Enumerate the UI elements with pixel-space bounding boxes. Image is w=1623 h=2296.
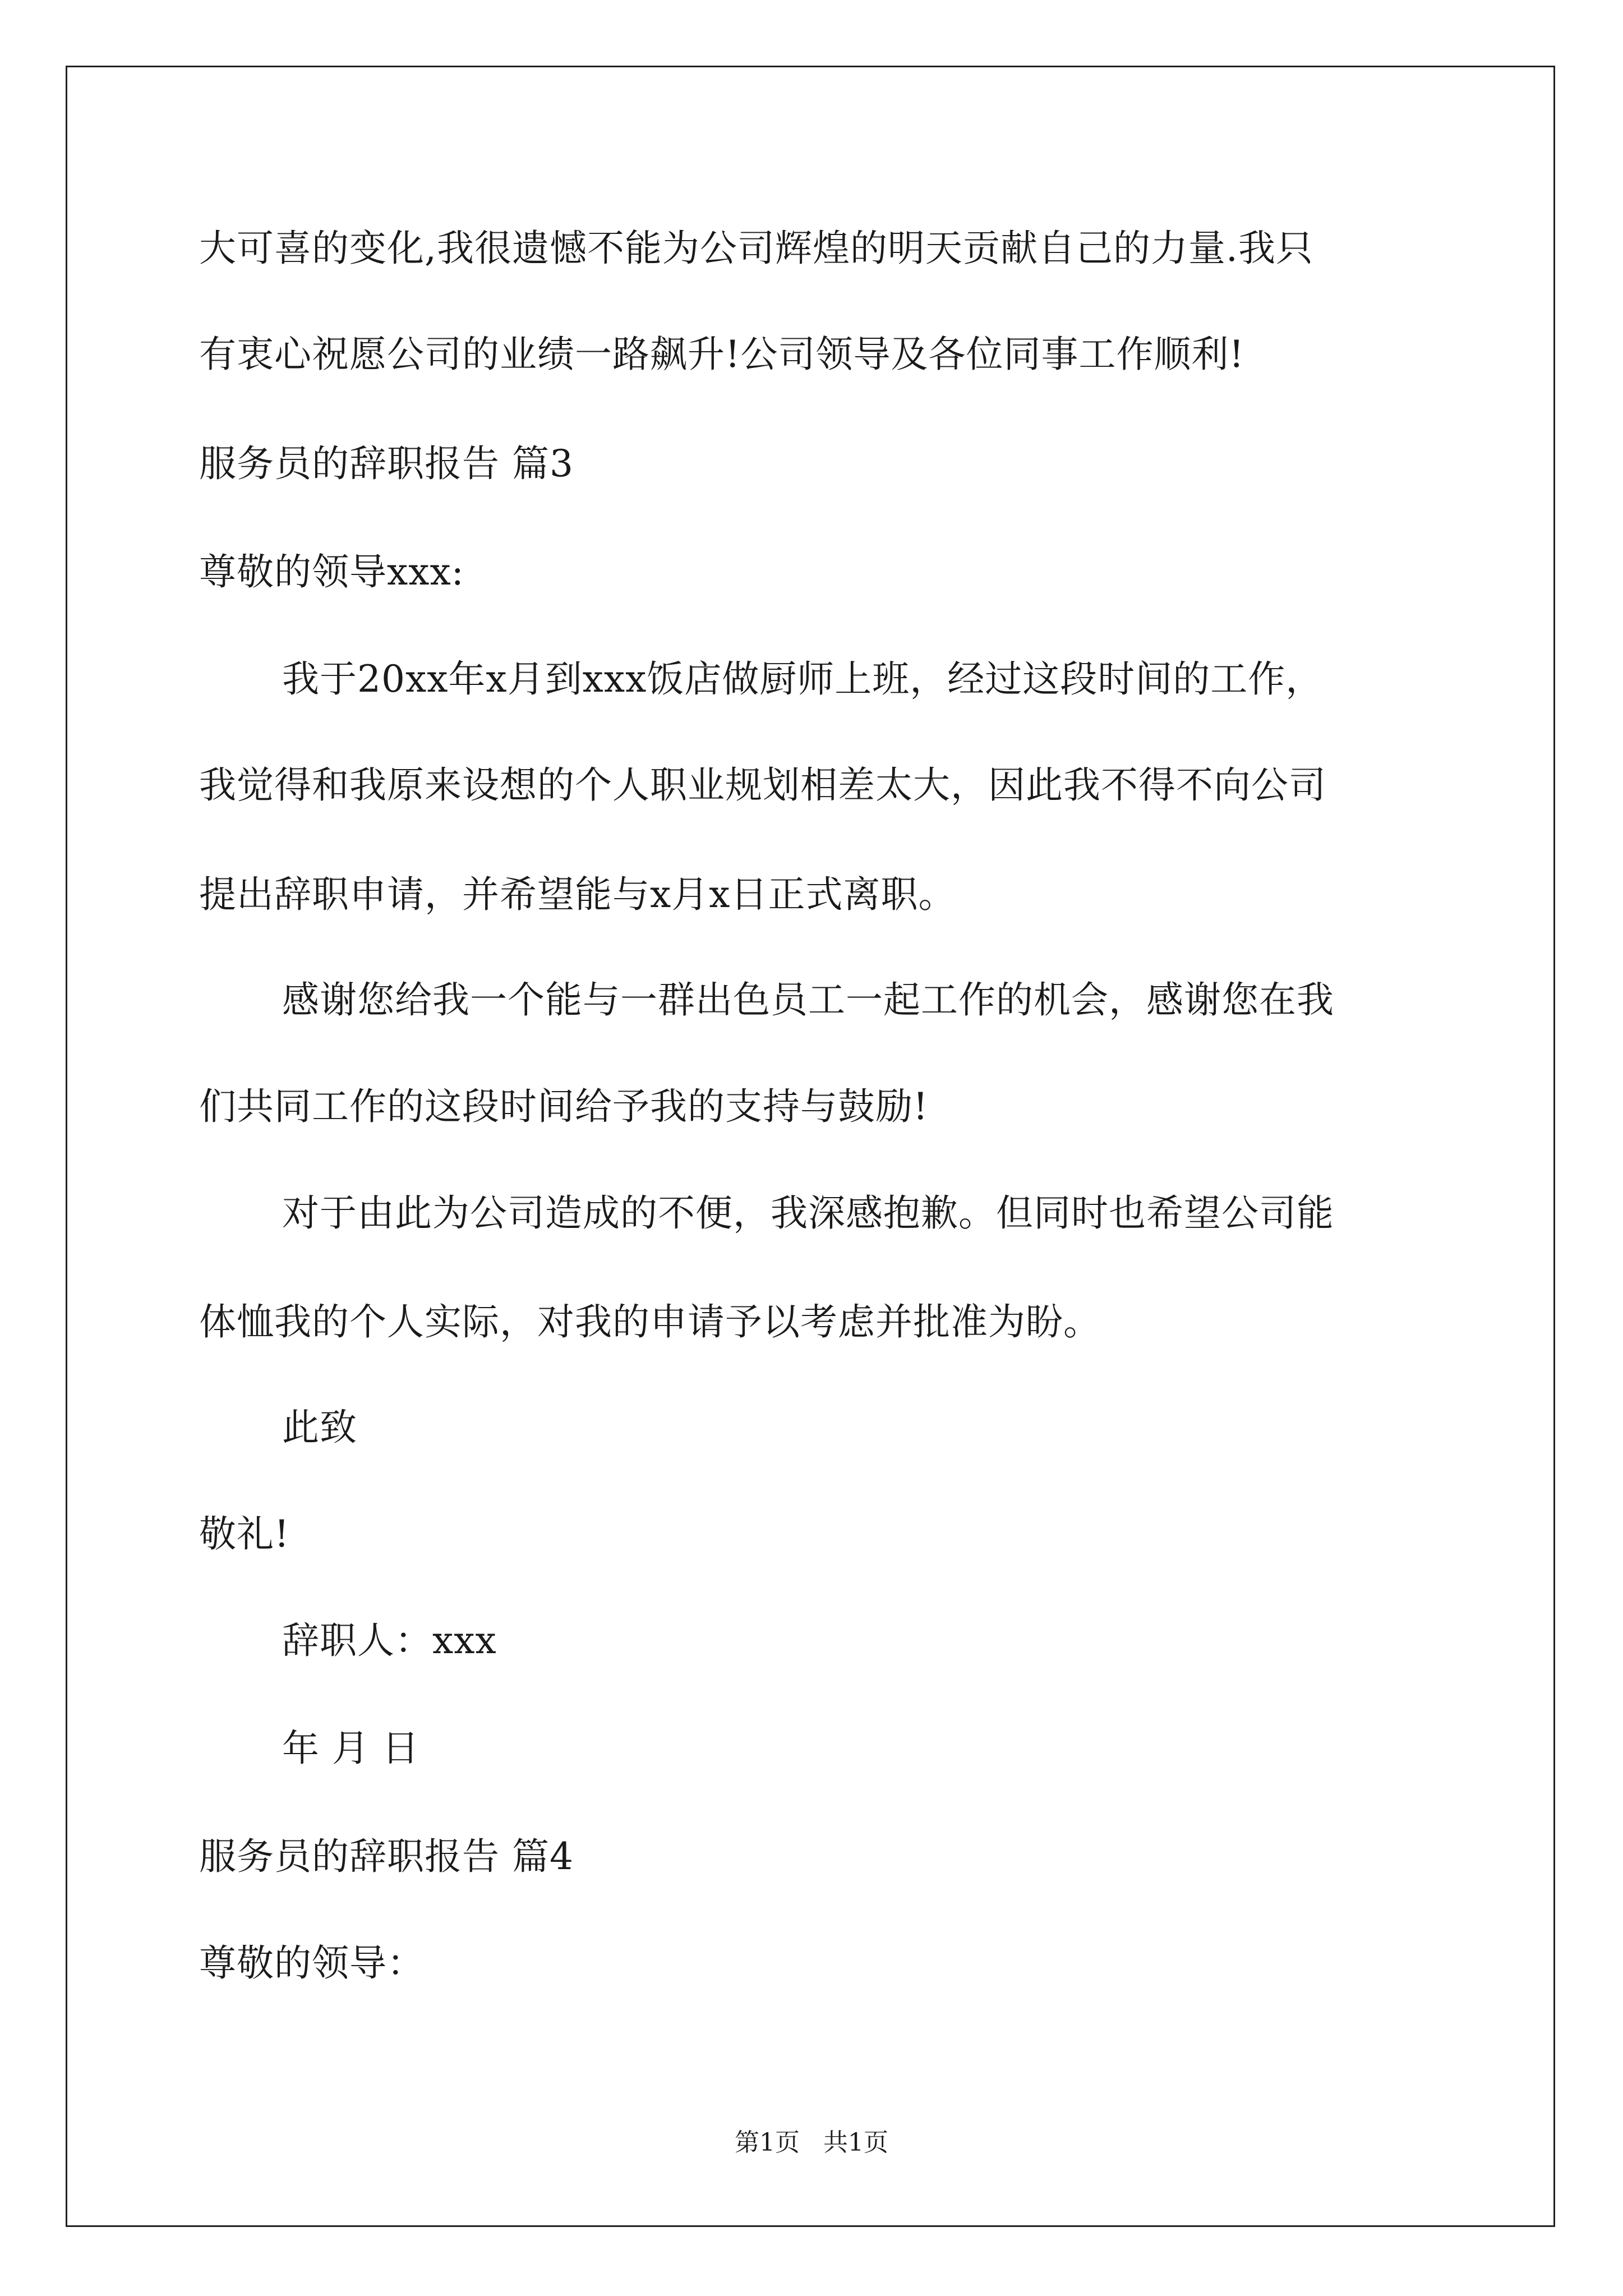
salutation: 尊敬的领导： bbox=[199, 1941, 425, 1985]
closing-salute: 敬礼! bbox=[199, 1512, 290, 1556]
paragraph-line: 体恤我的个人实际，对我的申请予以考虑并批准为盼。 bbox=[199, 1300, 1101, 1343]
paragraph-line: 我于20xx年x月到xxx饭店做厨师上班，经过这段时间的工作， bbox=[282, 657, 1324, 701]
paragraph-line: 感谢您给我一个能与一群出色员工一起工作的机会，感谢您在我 bbox=[282, 978, 1334, 1022]
signature-line: 辞职人：xxx bbox=[282, 1619, 497, 1662]
section-heading-3: 服务员的辞职报告 篇3 bbox=[199, 442, 574, 485]
body-line: 大可喜的变化,我很遗憾不能为公司辉煌的明天贡献自己的力量.我只 bbox=[199, 227, 1313, 270]
closing-line: 此致 bbox=[282, 1406, 357, 1449]
paragraph-line: 们共同工作的这段时间给予我的支持与鼓励! bbox=[199, 1085, 929, 1128]
page-number: 第1页 bbox=[735, 2128, 800, 2157]
paragraph-line: 我觉得和我原来设想的个人职业规划相差太大，因此我不得不向公司 bbox=[199, 763, 1326, 807]
body-line: 有衷心祝愿公司的业绩一路飙升!公司领导及各位同事工作顺利! bbox=[199, 333, 1245, 376]
page-border bbox=[66, 66, 1555, 2227]
section-heading-4: 服务员的辞职报告 篇4 bbox=[199, 1835, 574, 1878]
salutation: 尊敬的领导xxx: bbox=[199, 550, 464, 593]
paragraph-line: 提出辞职申请，并希望能与x月x日正式离职。 bbox=[199, 873, 956, 916]
page-total: 共1页 bbox=[823, 2128, 888, 2157]
page-footer bbox=[0, 2126, 1623, 2160]
paragraph-line: 对于由此为公司造成的不便，我深感抱歉。但同时也希望公司能 bbox=[282, 1191, 1334, 1235]
date-line: 年 月 日 bbox=[282, 1727, 419, 1770]
